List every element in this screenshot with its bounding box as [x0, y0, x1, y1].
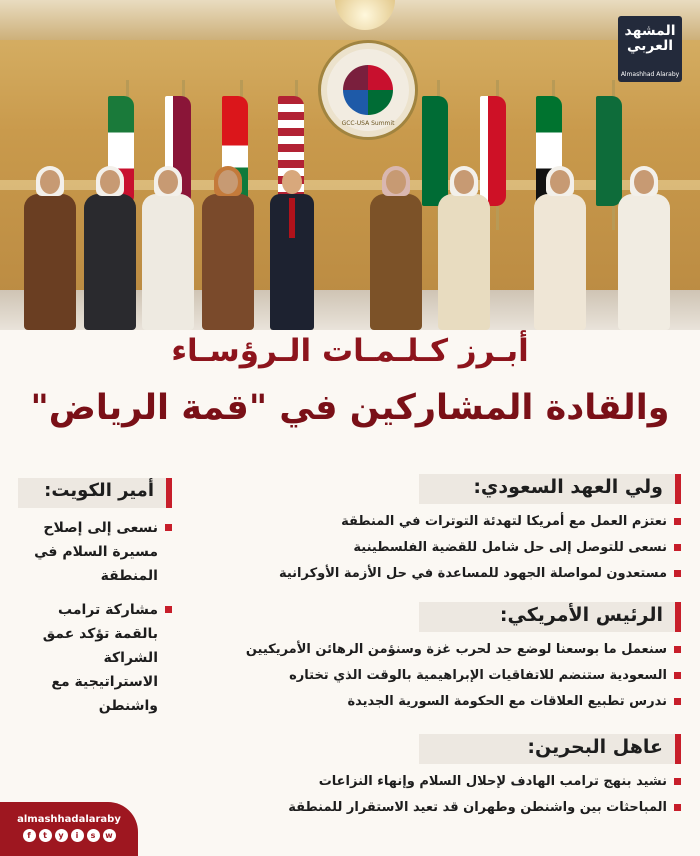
section-header-usa [419, 602, 681, 632]
list-item: السعودية ستنضم للاتفاقيات الإبراهيمية بالوقت الذي تختاره [289, 666, 681, 686]
list-item: نعتزم العمل مع أمريكا لتهدئة التوترات في المنطقة [341, 512, 681, 532]
snapchat-icon[interactable]: s [87, 829, 100, 842]
footer-badge [0, 802, 138, 856]
headline-line-2: والقادة المشاركين في "قمة الرياض" [30, 388, 670, 428]
whatsapp-icon[interactable]: w [103, 829, 116, 842]
list-item: سنعمل ما بوسعنا لوضع حد لحرب غزة وسنؤمن الرهائن الأمريكيين [246, 640, 681, 660]
instagram-icon[interactable]: i [71, 829, 84, 842]
leader [618, 170, 670, 330]
brand-logo [618, 16, 682, 82]
headline-line-1: أبـرز كـلـمـات الـرؤسـاء [171, 333, 529, 369]
section-header-saudi [419, 474, 681, 504]
leader [438, 170, 490, 330]
social-icons [0, 829, 138, 842]
list-item: مشاركة ترامب بالقمة تؤكد عمق الشراكة الاستراتيجية مع واشنطن [18, 598, 172, 718]
logo-arabic: المشهد العربي [624, 23, 676, 54]
twitter-icon[interactable]: t [39, 829, 52, 842]
summit-photo [0, 0, 700, 330]
section-title: الرئيس الأمريكي: [499, 604, 663, 626]
leader [370, 170, 422, 330]
section-header-bahrain [419, 734, 681, 764]
facebook-icon[interactable]: f [23, 829, 36, 842]
leader [534, 170, 586, 330]
emblem-center [343, 65, 393, 115]
youtube-icon[interactable]: y [55, 829, 68, 842]
list-item: ندرس تطبيع العلاقات مع الحكومة السورية الجديدة [347, 692, 681, 712]
section-title: ولي العهد السعودي: [473, 476, 663, 498]
list-item: المباحثات بين واشنطن وطهران قد تعيد الاستقرار للمنطقة [288, 798, 681, 818]
leader [202, 170, 254, 330]
section-title: عاهل البحرين: [527, 736, 663, 758]
emblem-text: GCC-USA Summit [341, 120, 395, 127]
section-title: أمير الكويت: [44, 480, 154, 501]
section-header-kuwait [18, 478, 172, 508]
summit-emblem [318, 40, 418, 140]
logo-english: Almashhad Alaraby [620, 71, 680, 78]
list-item: نسعى للتوصل إلى حل شامل للقضية الفلسطينية [353, 538, 681, 558]
list-item: نشيد بنهج ترامب الهادف لإحلال السلام وإنهاء النزاعات [319, 772, 681, 792]
leader [24, 170, 76, 330]
list-item: مستعدون لمواصلة الجهود للمساعدة في حل الأزمة الأوكرانية [279, 564, 681, 584]
list-item: نسعى إلى إصلاح مسيرة السلام في المنطقة [18, 516, 172, 588]
leader [266, 170, 318, 330]
social-handle[interactable]: almashhadalaraby [17, 814, 121, 825]
leader [84, 170, 136, 330]
leader [142, 170, 194, 330]
